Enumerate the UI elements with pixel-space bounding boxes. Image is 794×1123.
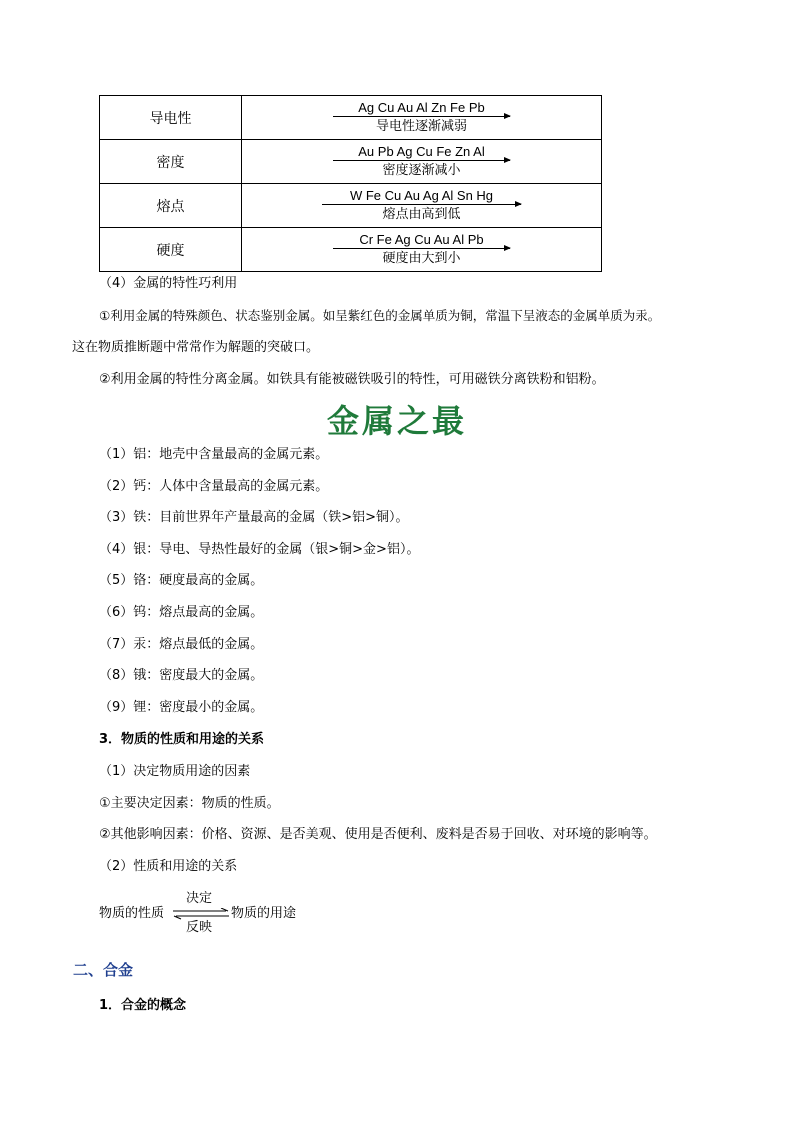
table-row [100, 96, 602, 140]
paragraph: ①主要决定因素：物质的性质。 [99, 796, 280, 811]
chapter-heading: 二、合金 [73, 961, 134, 979]
paragraph: 这在物质推断题中常常作为解题的突破口。 [72, 340, 320, 355]
subsection-title: （4）金属的特性巧利用 [99, 276, 238, 291]
paragraph: ②其他影响因素：价格、资源、是否美观、使用是否便利、废料是否易于回收、对环境的影响等。 [99, 827, 657, 842]
list-item: （6）钨：熔点最高的金属。 [99, 605, 264, 620]
right-arrow-icon [333, 116, 510, 117]
trend-label: 密度逐渐减小 [382, 163, 461, 178]
list-item: （4）银：导电、导热性最好的金属（银>铜>金>铝）。 [99, 542, 420, 557]
diagram-bottom-label: 反映 [186, 920, 213, 935]
diagram-right-label: 物质的用途 [231, 906, 297, 921]
list-item: （1）铝：地壳中含量最高的金属元素。 [99, 447, 329, 462]
metal-property-table [99, 95, 602, 272]
list-item: （2）钙：人体中含量最高的金属元素。 [99, 479, 329, 494]
metal-sequence: Au Pb Ag Cu Fe Zn Al [358, 144, 485, 159]
property-name: 导电性 [100, 96, 242, 140]
trend-label: 导电性逐渐减弱 [375, 119, 467, 134]
trend-label: 硬度由大到小 [382, 251, 461, 266]
property-usage-diagram [99, 890, 319, 938]
trend-label: 熔点由高到低 [382, 207, 461, 222]
paragraph: ②利用金属的特性分离金属。如铁具有能被磁铁吸引的特性，可用磁铁分离铁粉和铝粉。 [99, 372, 605, 387]
right-arrow-icon [333, 248, 510, 249]
list-item: （8）锇：密度最大的金属。 [99, 668, 264, 683]
subsection-title: （2）性质和用途的关系 [99, 859, 238, 874]
table-row [100, 184, 602, 228]
metal-sequence: Cr Fe Ag Cu Au Al Pb [359, 232, 484, 247]
table-row [100, 140, 602, 184]
table-row [100, 228, 602, 272]
property-name: 硬度 [100, 228, 242, 272]
diagram-left-label: 物质的性质 [99, 906, 165, 921]
list-item: （3）铁：目前世界年产量最高的金属（铁>铝>铜）。 [99, 510, 409, 525]
list-item: （7）汞：熔点最低的金属。 [99, 637, 264, 652]
property-order [242, 228, 602, 272]
subsection-title: （1）决定物质用途的因素 [99, 764, 251, 779]
property-order [242, 96, 602, 140]
list-item: （9）锂：密度最小的金属。 [99, 700, 264, 715]
diagram-top-label: 决定 [186, 891, 213, 906]
paragraph: ①利用金属的特殊颜色、状态鉴别金属。如呈紫红色的金属单质为铜，常温下呈液态的金属单质为汞。 [99, 308, 661, 323]
property-order [242, 184, 602, 228]
section-heading: 3．物质的性质和用途的关系 [99, 732, 265, 747]
right-arrow-icon [333, 160, 510, 161]
property-name: 熔点 [100, 184, 242, 228]
property-order [242, 140, 602, 184]
right-arrow-icon [322, 204, 521, 205]
section-banner-title: 金属之最 [326, 402, 467, 440]
list-item: （5）铬：硬度最高的金属。 [99, 573, 264, 588]
section-heading: 1．合金的概念 [99, 998, 187, 1013]
metal-sequence: Ag Cu Au Al Zn Fe Pb [358, 100, 485, 115]
property-name: 密度 [100, 140, 242, 184]
metal-sequence: W Fe Cu Au Ag Al Sn Hg [349, 188, 494, 203]
